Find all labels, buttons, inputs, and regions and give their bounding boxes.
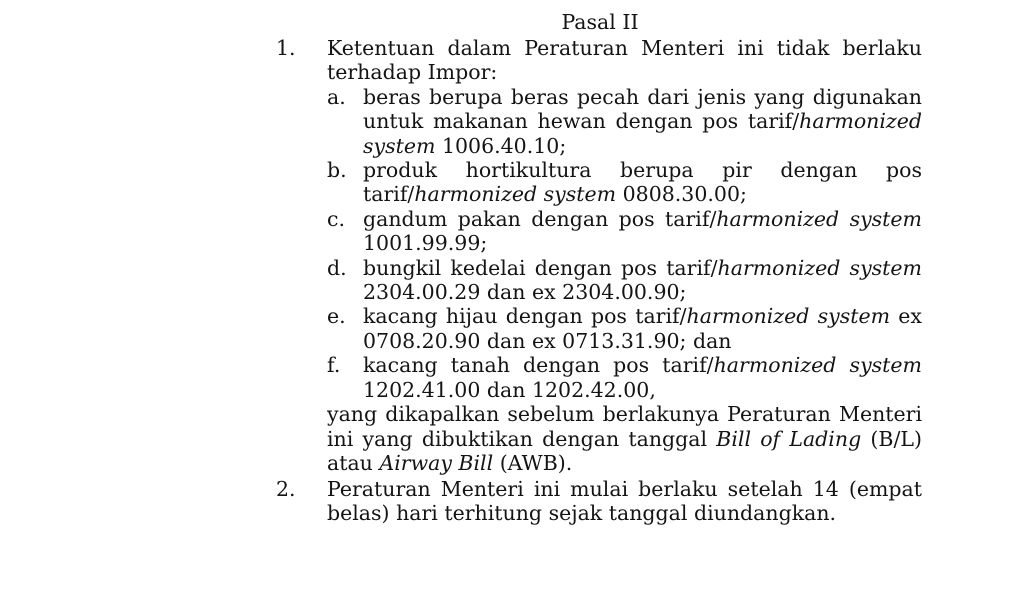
article-item-1 [276,36,926,475]
subitem-f [327,353,922,402]
item-closing-text: yang dikapalkan sebelum berlakunya Peraturan Menteri ini yang dibuktikan dengan tanggal Bill of Lading (B/L) atau Airway Bill (AWB). [327,402,922,475]
subitem-b [327,158,922,207]
subitem-d [327,256,922,305]
item-body [327,36,922,475]
subitem-c [327,207,922,256]
subitem-letter: d. [327,255,347,280]
article-item-2 [276,477,926,526]
subitem-letter: c. [327,206,345,231]
item-number: 2. [276,477,296,501]
subitem-letter: f. [327,353,341,378]
subitem-letter: b. [327,158,347,183]
subitem-text: beras berupa beras pecah dari jenis yang digunakan untuk makanan hewan dengan pos tarif/harmonized system 1006.40.10; [363,84,922,158]
article-heading: Pasal II [561,10,639,34]
subitem-letter: e. [327,304,346,329]
item-intro-line-2: terhadap Impor: [327,60,498,85]
subitem-e [327,304,922,353]
item-intro-line-1: Ketentuan dalam Peraturan Menteri ini tidak berlaku [327,36,922,60]
item-body: Peraturan Menteri ini mulai berlaku setelah 14 (empat belas) hari terhitung sejak tanggal diundangkan. [327,477,922,526]
item-number: 1. [276,36,296,60]
subitem-text: kacang hijau dengan pos tarif/harmonized system ex 0708.20.90 dan ex 0713.31.90; dan [363,304,922,353]
subitem-letter: a. [327,84,346,109]
subitem-text: bungkil kedelai dengan pos tarif/harmonized system 2304.00.29 dan ex 2304.00.90; [363,255,922,305]
subitem-text: kacang tanah dengan pos tarif/harmonized system 1202.41.00 dan 1202.42.00, [363,353,922,402]
subitem-a [327,85,922,158]
subitem-text: gandum pakan dengan pos tarif/harmonized system 1001.99.99; [363,206,922,256]
subitem-text: produk hortikultura berupa pir dengan pos tarif/harmonized system 0808.30.00; [363,158,922,207]
